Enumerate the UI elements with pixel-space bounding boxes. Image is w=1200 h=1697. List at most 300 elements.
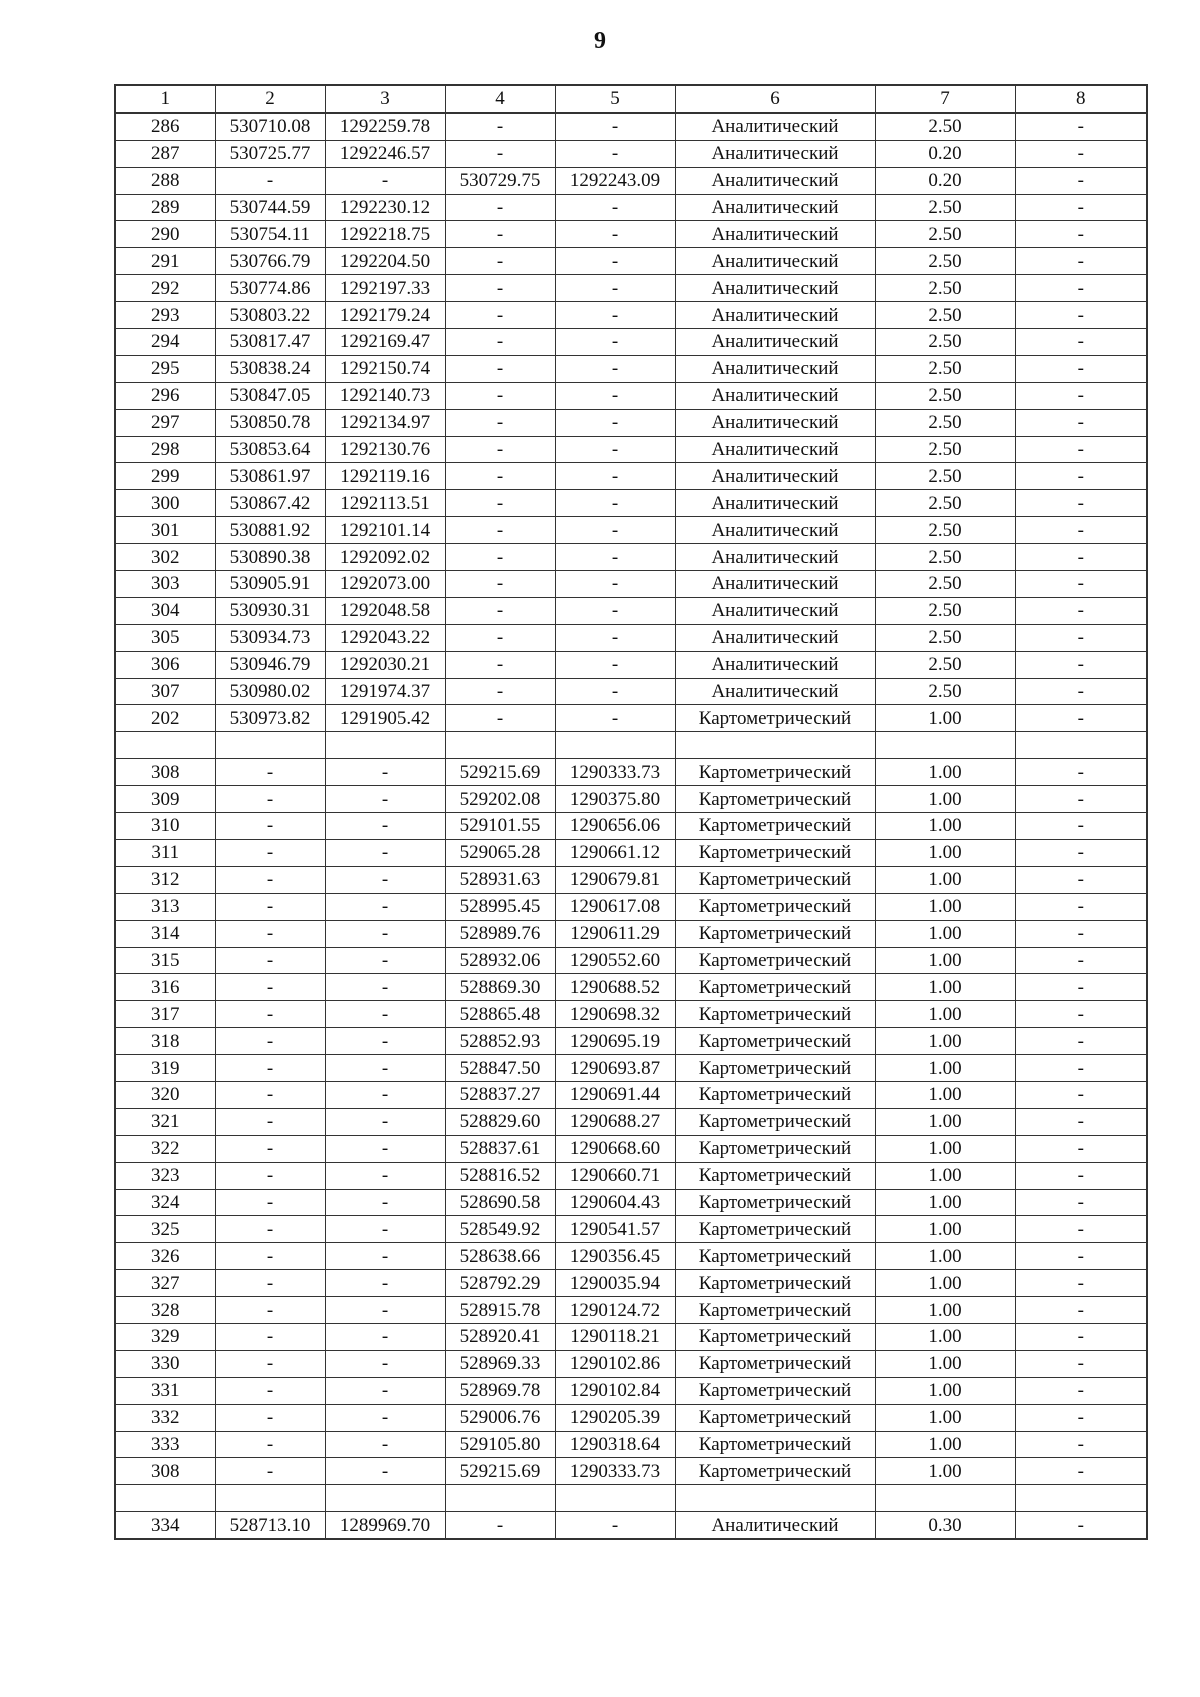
table-row [115, 624, 1147, 651]
table-cell: - [445, 248, 555, 275]
table-cell: - [325, 1297, 445, 1324]
table-cell: 330 [115, 1350, 215, 1377]
table-cell: 1290552.60 [555, 947, 675, 974]
table-cell: - [1015, 194, 1147, 221]
table-cell: 1291905.42 [325, 705, 445, 732]
table-row [115, 167, 1147, 194]
table-row [115, 705, 1147, 732]
table-cell: - [325, 974, 445, 1001]
table-cell: - [215, 1323, 325, 1350]
table-row [115, 839, 1147, 866]
table-cell: - [215, 1431, 325, 1458]
table-cell: 530890.38 [215, 544, 325, 571]
table-cell: Картометрический [675, 1001, 875, 1028]
table-cell: 528915.78 [445, 1297, 555, 1324]
table-row [115, 1108, 1147, 1135]
table-cell: 530803.22 [215, 302, 325, 329]
table-cell: 1.00 [875, 1189, 1015, 1216]
table-cell: 319 [115, 1055, 215, 1082]
table-cell: 308 [115, 1458, 215, 1485]
table-row [115, 732, 1147, 759]
table-cell [115, 732, 215, 759]
table-cell: 334 [115, 1512, 215, 1539]
table-cell: 323 [115, 1162, 215, 1189]
table-cell: Аналитический [675, 678, 875, 705]
table-row [115, 1189, 1147, 1216]
table-row [115, 113, 1147, 140]
table-cell: Картометрический [675, 893, 875, 920]
table-cell: - [1015, 1055, 1147, 1082]
table-cell: 328 [115, 1297, 215, 1324]
table-cell: 529105.80 [445, 1431, 555, 1458]
table-cell: - [325, 813, 445, 840]
table-row [115, 1404, 1147, 1431]
table-cell: Аналитический [675, 651, 875, 678]
table-row [115, 678, 1147, 705]
table-cell: 1.00 [875, 1162, 1015, 1189]
header-cell: 1 [115, 85, 215, 113]
table-cell: - [325, 1081, 445, 1108]
table-cell: - [1015, 275, 1147, 302]
table-cell: Картометрический [675, 813, 875, 840]
table-row [115, 1350, 1147, 1377]
table-cell: 1.00 [875, 1028, 1015, 1055]
table-cell: 1292259.78 [325, 113, 445, 140]
table-cell: 528852.93 [445, 1028, 555, 1055]
table-cell: 1.00 [875, 1297, 1015, 1324]
table-cell: - [325, 920, 445, 947]
table-cell [555, 732, 675, 759]
table-cell: - [1015, 571, 1147, 598]
table-cell: 287 [115, 140, 215, 167]
table-cell: 1290318.64 [555, 1431, 675, 1458]
table-cell: 318 [115, 1028, 215, 1055]
table-cell: - [1015, 329, 1147, 356]
table-cell: 1292134.97 [325, 409, 445, 436]
table-cell: 1291974.37 [325, 678, 445, 705]
table-cell: Картометрический [675, 1377, 875, 1404]
table-cell: 327 [115, 1270, 215, 1297]
table-cell: 1.00 [875, 1216, 1015, 1243]
table-cell: - [445, 221, 555, 248]
table-cell: - [215, 1216, 325, 1243]
table-cell: 1290375.80 [555, 786, 675, 813]
table-cell: Аналитический [675, 571, 875, 598]
table-cell: - [1015, 1081, 1147, 1108]
table-cell: - [555, 221, 675, 248]
table-row [115, 1081, 1147, 1108]
table-cell: Аналитический [675, 517, 875, 544]
table-cell: 1292230.12 [325, 194, 445, 221]
table-cell: 2.50 [875, 678, 1015, 705]
table-cell: 314 [115, 920, 215, 947]
table-cell: - [555, 678, 675, 705]
table-cell: - [445, 624, 555, 651]
table-cell: 303 [115, 571, 215, 598]
table-cell: - [1015, 786, 1147, 813]
table-cell: 2.50 [875, 436, 1015, 463]
table-cell: - [445, 571, 555, 598]
table-cell: - [1015, 1458, 1147, 1485]
table-cell: - [215, 1055, 325, 1082]
table-cell: - [1015, 920, 1147, 947]
table-cell: 530850.78 [215, 409, 325, 436]
table-cell: - [445, 651, 555, 678]
table-cell: - [445, 409, 555, 436]
table-cell: 2.50 [875, 221, 1015, 248]
table-cell: - [1015, 1323, 1147, 1350]
table-cell: 2.50 [875, 490, 1015, 517]
table-cell: Аналитический [675, 329, 875, 356]
table-cell: - [1015, 597, 1147, 624]
table-cell: - [215, 1404, 325, 1431]
table-cell [445, 732, 555, 759]
table-cell: Картометрический [675, 1162, 875, 1189]
table-cell: 321 [115, 1108, 215, 1135]
table-cell: - [215, 813, 325, 840]
table-cell: Аналитический [675, 140, 875, 167]
table-cell: 292 [115, 275, 215, 302]
table-cell: 1290333.73 [555, 759, 675, 786]
table-cell: 1292218.75 [325, 221, 445, 248]
table-cell [675, 732, 875, 759]
table-cell: Картометрический [675, 1323, 875, 1350]
table-cell: 297 [115, 409, 215, 436]
table-cell: 1292092.02 [325, 544, 445, 571]
table-cell: - [325, 893, 445, 920]
table-cell: 1290617.08 [555, 893, 675, 920]
table-cell: 1290604.43 [555, 1189, 675, 1216]
table-row [115, 1162, 1147, 1189]
table-row [115, 1028, 1147, 1055]
table-cell: - [445, 113, 555, 140]
table-cell: 528847.50 [445, 1055, 555, 1082]
table-cell: - [325, 839, 445, 866]
table-cell: - [325, 1028, 445, 1055]
table-row [115, 1055, 1147, 1082]
table-row [115, 1485, 1147, 1512]
table-cell: Аналитический [675, 463, 875, 490]
table-cell: 306 [115, 651, 215, 678]
table-cell: 313 [115, 893, 215, 920]
table-cell: 1290688.27 [555, 1108, 675, 1135]
header-cell: 6 [675, 85, 875, 113]
table-cell: 304 [115, 597, 215, 624]
table-cell: - [325, 866, 445, 893]
table-cell: - [445, 463, 555, 490]
table-cell: 1.00 [875, 1377, 1015, 1404]
header-cell: 4 [445, 85, 555, 113]
table-cell: - [325, 1189, 445, 1216]
table-cell: - [1015, 1108, 1147, 1135]
table-row [115, 1431, 1147, 1458]
table-cell: - [1015, 517, 1147, 544]
table-cell: - [555, 302, 675, 329]
table-cell: 298 [115, 436, 215, 463]
table-cell: Картометрический [675, 786, 875, 813]
table-cell: 2.50 [875, 651, 1015, 678]
table-cell: 1290693.87 [555, 1055, 675, 1082]
table-cell: 528989.76 [445, 920, 555, 947]
table-cell: - [1015, 866, 1147, 893]
table-row [115, 355, 1147, 382]
table-cell: - [555, 571, 675, 598]
table-cell [555, 1485, 675, 1512]
table-cell: - [215, 1108, 325, 1135]
table-cell: - [555, 490, 675, 517]
table-cell: - [215, 1243, 325, 1270]
table-cell: - [1015, 382, 1147, 409]
table-cell: 2.50 [875, 517, 1015, 544]
table-row [115, 1512, 1147, 1539]
table-cell: - [215, 786, 325, 813]
table-cell: 2.50 [875, 302, 1015, 329]
table-cell: - [325, 1108, 445, 1135]
table-cell: 1.00 [875, 1323, 1015, 1350]
table-cell: 1292073.00 [325, 571, 445, 598]
table-cell: - [325, 1001, 445, 1028]
table-cell: 530980.02 [215, 678, 325, 705]
table-row [115, 275, 1147, 302]
table-cell: - [1015, 544, 1147, 571]
table-cell: - [1015, 1216, 1147, 1243]
table-cell [115, 1485, 215, 1512]
table-cell: 0.20 [875, 167, 1015, 194]
table-cell: 1290035.94 [555, 1270, 675, 1297]
table-cell: 528931.63 [445, 866, 555, 893]
table-row [115, 866, 1147, 893]
table-cell: 2.50 [875, 597, 1015, 624]
table-cell: 1292243.09 [555, 167, 675, 194]
table-cell: 528792.29 [445, 1270, 555, 1297]
table-row [115, 1323, 1147, 1350]
table-cell: - [215, 1270, 325, 1297]
table-cell: 530838.24 [215, 355, 325, 382]
table-cell: - [1015, 1189, 1147, 1216]
table-cell: 2.50 [875, 194, 1015, 221]
table-cell: - [215, 1377, 325, 1404]
table-cell: Картометрический [675, 1108, 875, 1135]
table-cell: - [1015, 490, 1147, 517]
table-row [115, 786, 1147, 813]
table-cell: - [325, 1458, 445, 1485]
table-cell: 1.00 [875, 813, 1015, 840]
table-cell: 1292113.51 [325, 490, 445, 517]
table-cell: - [555, 355, 675, 382]
table-cell: Картометрический [675, 1216, 875, 1243]
table-cell: - [555, 194, 675, 221]
table-cell: - [1015, 355, 1147, 382]
table-cell: 1.00 [875, 1055, 1015, 1082]
header-cell: 3 [325, 85, 445, 113]
table-cell: 1290695.19 [555, 1028, 675, 1055]
table-cell: Картометрический [675, 920, 875, 947]
table-cell: 308 [115, 759, 215, 786]
table-cell: 1.00 [875, 866, 1015, 893]
table-cell: - [445, 140, 555, 167]
table-cell: 528920.41 [445, 1323, 555, 1350]
table-cell: 1290611.29 [555, 920, 675, 947]
table-cell: - [445, 544, 555, 571]
table-cell [325, 1485, 445, 1512]
table-row [115, 463, 1147, 490]
table-cell: - [1015, 839, 1147, 866]
table-cell: 2.50 [875, 624, 1015, 651]
table-cell: - [1015, 624, 1147, 651]
table-row [115, 248, 1147, 275]
table-cell: 329 [115, 1323, 215, 1350]
table-cell: 1289969.70 [325, 1512, 445, 1539]
table-cell: 322 [115, 1135, 215, 1162]
table-row [115, 597, 1147, 624]
table-cell: 1290205.39 [555, 1404, 675, 1431]
table-cell: 1.00 [875, 759, 1015, 786]
header-cell: 8 [1015, 85, 1147, 113]
table-cell [325, 732, 445, 759]
table-cell: - [1015, 1431, 1147, 1458]
table-cell: 1292140.73 [325, 382, 445, 409]
table-cell: Аналитический [675, 355, 875, 382]
table-row [115, 302, 1147, 329]
table-cell: 0.30 [875, 1512, 1015, 1539]
table-cell [1015, 732, 1147, 759]
table-cell: - [445, 382, 555, 409]
table-cell: 202 [115, 705, 215, 732]
table-cell: 1290661.12 [555, 839, 675, 866]
table-cell: - [555, 140, 675, 167]
table-cell: 1290691.44 [555, 1081, 675, 1108]
table-cell: Аналитический [675, 597, 875, 624]
table-cell: 1290656.06 [555, 813, 675, 840]
table-cell: 530766.79 [215, 248, 325, 275]
table-row [115, 1216, 1147, 1243]
table-cell: 528869.30 [445, 974, 555, 1001]
table-cell: Картометрический [675, 974, 875, 1001]
table-row [115, 436, 1147, 463]
table-cell: - [1015, 463, 1147, 490]
table-cell: Аналитический [675, 221, 875, 248]
table-cell: Аналитический [675, 624, 875, 651]
table-cell: - [1015, 893, 1147, 920]
coordinates-table [114, 84, 1148, 1540]
table-cell: Аналитический [675, 248, 875, 275]
table-cell [675, 1485, 875, 1512]
table-cell: 317 [115, 1001, 215, 1028]
table-cell: 530934.73 [215, 624, 325, 651]
table-cell: 294 [115, 329, 215, 356]
table-cell: 528690.58 [445, 1189, 555, 1216]
table-cell: 1292119.16 [325, 463, 445, 490]
table-cell: - [555, 382, 675, 409]
table-cell: - [445, 436, 555, 463]
table-cell: 333 [115, 1431, 215, 1458]
table-cell: - [445, 355, 555, 382]
table-cell: 1.00 [875, 920, 1015, 947]
table-cell: Картометрический [675, 1458, 875, 1485]
table-cell: - [1015, 1028, 1147, 1055]
table-cell: - [1015, 1135, 1147, 1162]
table-cell: - [555, 463, 675, 490]
table-cell: Аналитический [675, 194, 875, 221]
table-cell: 310 [115, 813, 215, 840]
table-cell: 530905.91 [215, 571, 325, 598]
table-cell: - [215, 839, 325, 866]
table-cell: 1292043.22 [325, 624, 445, 651]
table-cell: - [325, 947, 445, 974]
table-cell: 530867.42 [215, 490, 325, 517]
table-cell: - [1015, 947, 1147, 974]
table-cell: - [1015, 436, 1147, 463]
table-cell: 2.50 [875, 544, 1015, 571]
table-header-row [115, 85, 1147, 113]
table-cell: - [1015, 705, 1147, 732]
table-cell: Картометрический [675, 1055, 875, 1082]
table-row [115, 571, 1147, 598]
table-cell: - [1015, 1377, 1147, 1404]
table-cell: Картометрический [675, 1189, 875, 1216]
table-cell: 1292101.14 [325, 517, 445, 544]
table-cell: - [1015, 167, 1147, 194]
table-cell: 1292030.21 [325, 651, 445, 678]
table-cell [875, 732, 1015, 759]
table-cell: 529006.76 [445, 1404, 555, 1431]
table-cell: - [215, 1028, 325, 1055]
table-cell: 288 [115, 167, 215, 194]
table-cell: 311 [115, 839, 215, 866]
table-body [115, 113, 1147, 1539]
table-cell: - [325, 1377, 445, 1404]
table-cell: Картометрический [675, 1270, 875, 1297]
table-row [115, 1001, 1147, 1028]
table-cell: 530817.47 [215, 329, 325, 356]
table-row [115, 382, 1147, 409]
table-cell: 1290679.81 [555, 866, 675, 893]
table-cell: 1292150.74 [325, 355, 445, 382]
table-cell: - [555, 624, 675, 651]
table-cell [875, 1485, 1015, 1512]
table-cell: - [215, 759, 325, 786]
table-cell: 528995.45 [445, 893, 555, 920]
table-cell: 1290102.86 [555, 1350, 675, 1377]
table-row [115, 490, 1147, 517]
table-cell: - [1015, 248, 1147, 275]
table-cell: 295 [115, 355, 215, 382]
table-cell: 528829.60 [445, 1108, 555, 1135]
table-cell: - [325, 167, 445, 194]
table-cell: - [555, 329, 675, 356]
table-cell: 1.00 [875, 1270, 1015, 1297]
table-cell: - [555, 248, 675, 275]
table-cell [445, 1485, 555, 1512]
table-cell: 0.20 [875, 140, 1015, 167]
table-cell [1015, 1485, 1147, 1512]
table-cell: 1.00 [875, 1350, 1015, 1377]
table-cell: - [445, 194, 555, 221]
table-cell: 291 [115, 248, 215, 275]
table-cell: 2.50 [875, 329, 1015, 356]
table-cell: 1292169.47 [325, 329, 445, 356]
table-cell: 290 [115, 221, 215, 248]
table-cell [215, 1485, 325, 1512]
table-row [115, 1243, 1147, 1270]
table-cell: 1290668.60 [555, 1135, 675, 1162]
table-cell: - [555, 705, 675, 732]
table-cell: Аналитический [675, 167, 875, 194]
table-cell: 315 [115, 947, 215, 974]
table-cell: Аналитический [675, 490, 875, 517]
table-cell: Картометрический [675, 1243, 875, 1270]
table-cell: - [215, 1135, 325, 1162]
